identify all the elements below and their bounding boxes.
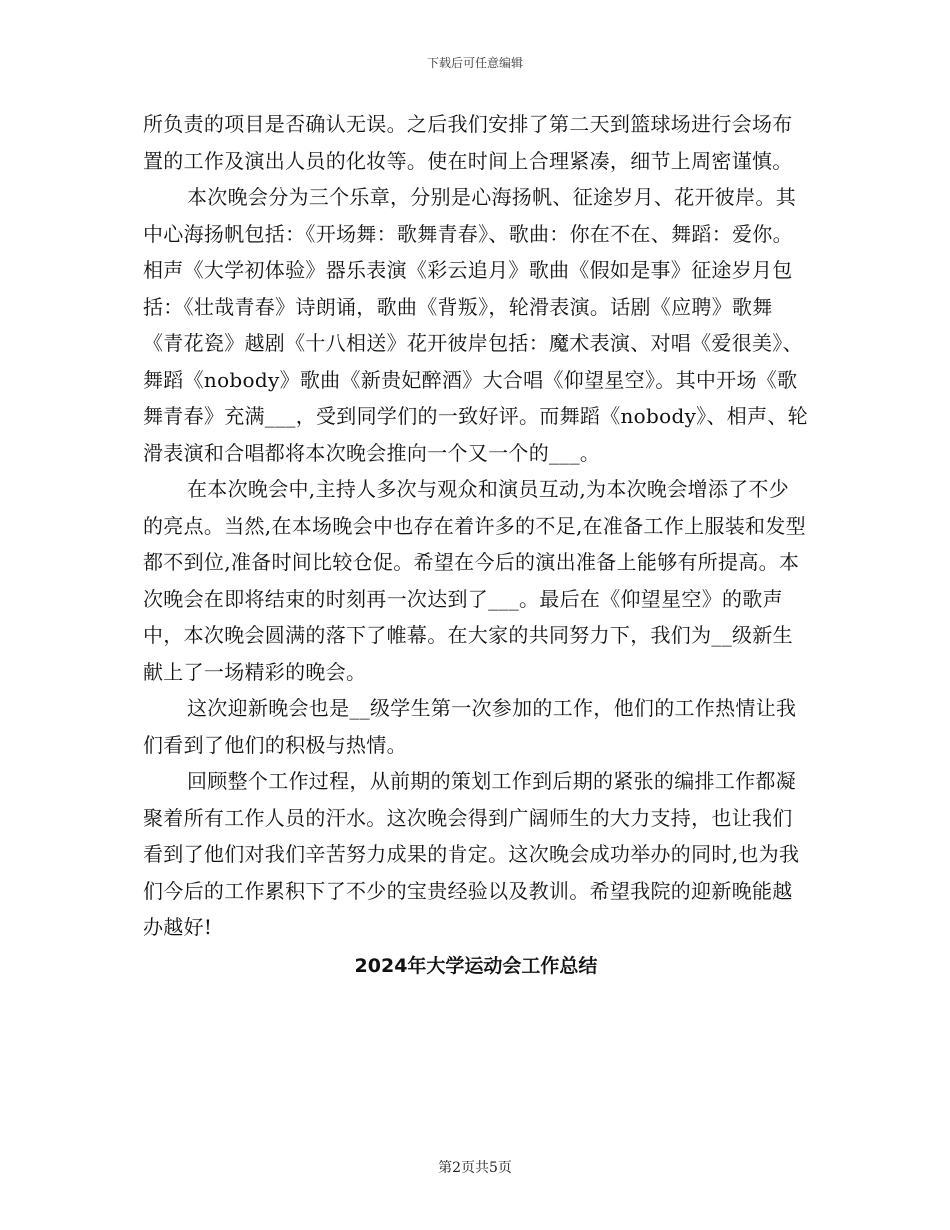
- paragraph-program: 本次晚会分为三个乐章，分别是心海扬帆、征途岁月、花开彼岸。其中心海扬帆包括：《开场舞：歌舞青春》、歌曲：你在不在、舞蹈：爱你。相声《大学初体验》器乐表演《彩云追月》歌曲《假如是事》征途岁月包括：《壮哉青春》诗朗诵，歌曲《背叛》，轮滑表演。话剧《应聘》歌舞《青花瓷》越剧《十八相送》花开彼岸包括：魔术表演、对唱《爱很美》、舞蹈《nobody》歌曲《新贵妃醉酒》大合唱《仰望星空》。其中开场《歌舞青春》充满___，受到同学们的一致好评。而舞蹈《nobody》、相声、轮滑表演和合唱都将本次晚会推向一个又一个的___。: [143, 185, 808, 465]
- page-header: 下载后可任意编辑: [426, 56, 523, 70]
- document-body: [143, 106, 809, 986]
- paragraph-review: 回顾整个工作过程，从前期的策划工作到后期的紧张的编排工作都凝聚着所有工作人员的汗水。这次晚会得到广阔师生的大力支持，也让我们看到了他们对我们辛苦努力成果的肯定。这次晚会成功举办的同时,也为我们今后的工作累积下了不少的宝贵经验以及教训。希望我院的迎新晚能越办越好!: [143, 769, 800, 939]
- paragraph-continued: 所负责的项目是否确认无误。之后我们安排了第二天到篮球场进行会场布置的工作及演出人员的化妆等。使在时间上合理紧凑，细节上周密谨慎。: [143, 112, 793, 173]
- page-number: 第2页共5页: [438, 1160, 512, 1176]
- paragraph-new-students: 这次迎新晚会也是__级学生第一次参加的工作，他们的工作热情让我们看到了他们的积极与热情。: [143, 696, 797, 757]
- paragraph-host-interaction: 在本次晚会中,主持人多次与观众和演员互动,为本次晚会增添了不少的亮点。当然,在本场晚会中也存在着许多的不足,在准备工作上服装和发型都不到位,准备时间比较仓促。希望在今后的演出准备上能够有所提高。本次晚会在即将结束的时刻再一次达到了___。最后在《仰望星空》的歌声中，本次晚会圆满的落下了帷幕。在大家的共同努力下，我们为__级新生献上了一场精彩的晚会。: [143, 477, 806, 684]
- section-title: 2024年大学运动会工作总结: [354, 954, 598, 977]
